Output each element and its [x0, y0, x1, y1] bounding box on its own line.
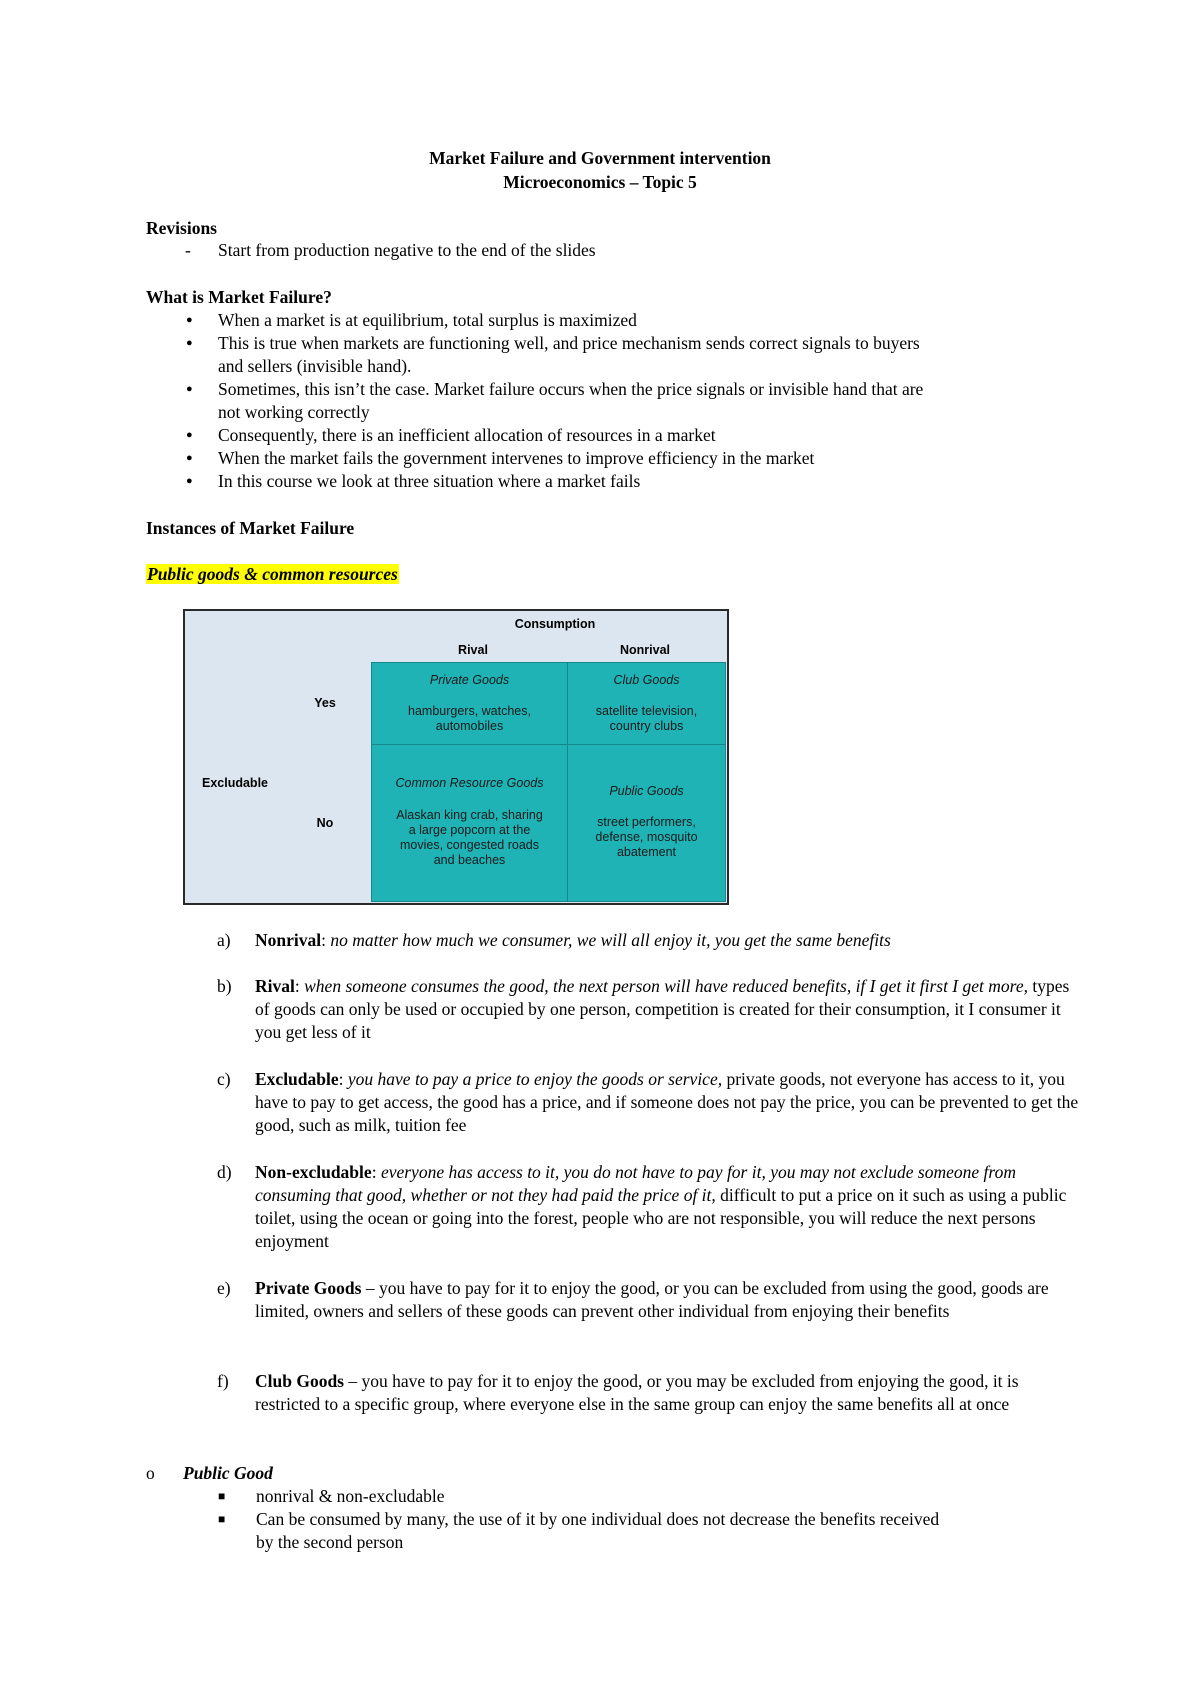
cell-title: Club Goods: [613, 673, 680, 687]
definition-term: Nonrival: [255, 930, 322, 950]
list-label: d): [217, 1162, 232, 1182]
cell-example: satellite television,: [595, 704, 698, 718]
list-label: b): [217, 976, 232, 996]
definition-rest: difficult to put a price on it such as using a public toilet, using the ocean or going into the forest, people who are not responsible, you will reduce the next persons enjoyment: [255, 1185, 1067, 1251]
cell-example: movies, congested roads: [400, 838, 539, 852]
definition-private-goods: [217, 1277, 1087, 1323]
definition-rest: private goods, not everyone has access to it, you have to pay to get access, the good has a price, and if someone does not pay the price, you can be prevented to get the good, such as milk, tuition fee: [255, 1069, 1079, 1135]
cell-common-resource-goods: [371, 744, 568, 902]
public-good-item: nonrival & non-excludable: [256, 1486, 445, 1506]
cell-example: street performers,: [597, 815, 696, 829]
definition-italic: everyone has access to it, you do not have to pay for it, you may not exclude someone from consuming that good, whether or not they had paid the price of it,: [255, 1162, 1016, 1205]
cell-example: country clubs: [609, 719, 684, 733]
square-bullet-icon: ■: [218, 1512, 226, 1526]
definition-rival: [217, 975, 1087, 1044]
bullet-text: When the market fails the government intervenes to improve efficiency in the market: [218, 448, 815, 468]
bullet-text-cont: and sellers (invisible hand).: [218, 356, 412, 376]
table-no-label: No: [316, 816, 334, 830]
public-good-heading: Public Good: [183, 1463, 273, 1483]
list-label: f): [217, 1371, 229, 1391]
bullet-text: Sometimes, this isn’t the case. Market failure occurs when the price signals or invisible hand that are: [218, 379, 924, 399]
goods-classification-table: [183, 609, 729, 905]
definition-sep: :: [321, 930, 326, 950]
cell-example: defense, mosquito: [595, 830, 698, 844]
list-label: a): [217, 930, 231, 950]
bullet-text-cont: not working correctly: [218, 402, 370, 422]
definition-sep: :: [294, 976, 305, 996]
bullet-icon: ●: [186, 314, 193, 326]
cell-club-goods: [567, 662, 726, 745]
definition-sep: –: [361, 1278, 375, 1298]
instances-heading: Instances of Market Failure: [146, 518, 355, 538]
cell-title: Private Goods: [429, 673, 510, 687]
doc-title: Market Failure and Government intervention: [429, 148, 771, 168]
definition-non-excludable: [217, 1161, 1087, 1253]
instances-subheading: Public goods & common resources: [147, 564, 398, 584]
revisions-item: Start from production negative to the end of the slides: [218, 240, 596, 260]
definition-sep: :: [338, 1069, 344, 1089]
bullet-icon: ●: [186, 337, 193, 349]
list-label: c): [217, 1069, 231, 1089]
definition-club-goods: [217, 1370, 1087, 1416]
definition-term: Club Goods: [255, 1371, 344, 1391]
public-good-item-cont: by the second person: [256, 1532, 404, 1552]
cell-example: Alaskan king crab, sharing: [396, 808, 543, 822]
table-excludable-label: Excludable: [202, 776, 268, 790]
table-yes-label: Yes: [314, 696, 336, 710]
definition-italic: no matter how much we consumer, we will all enjoy it, you get the same benefits: [326, 930, 891, 950]
cell-title: Common Resource Goods: [395, 776, 544, 790]
table-consumption-header: Consumption: [514, 617, 596, 631]
table-nonrival-header: Nonrival: [619, 643, 670, 657]
doc-subtitle: Microeconomics – Topic 5: [503, 172, 697, 192]
revisions-heading: Revisions: [146, 218, 217, 238]
cell-example: abatement: [616, 845, 677, 859]
cell-example: and beaches: [433, 853, 506, 867]
definition-rest: you have to pay for it to enjoy the good, or you can be excluded from using the good, goods are limited, owners and sellers of these goods can prevent other individual from enjoying their benefits: [255, 1278, 1049, 1321]
what-is-heading: What is Market Failure?: [146, 287, 332, 307]
bullet-text: When a market is at equilibrium, total surplus is maximized: [218, 310, 637, 330]
bullet-icon: ●: [186, 429, 193, 441]
cell-title: Public Goods: [609, 784, 684, 798]
definition-excludable: [217, 1068, 1087, 1137]
cell-private-goods: [371, 662, 568, 745]
definition-term: Private Goods: [255, 1278, 362, 1298]
list-label: e): [217, 1278, 231, 1298]
definition-term: Rival: [255, 976, 295, 996]
bullet-text: Consequently, there is an inefficient allocation of resources in a market: [218, 425, 716, 445]
cell-example: a large popcorn at the: [408, 823, 531, 837]
dash-marker: -: [185, 240, 191, 260]
circle-marker: o: [146, 1463, 155, 1483]
table-rival-header: Rival: [458, 643, 488, 657]
instances-subheading-wrap: [146, 564, 399, 585]
bullet-text: This is true when markets are functioning well, and price mechanism sends correct signals to buyers: [218, 333, 920, 353]
definition-sep: :: [371, 1162, 377, 1182]
cell-public-goods: [567, 744, 726, 902]
bullet-icon: ●: [186, 475, 193, 487]
definition-rest: types of goods can only be used or occupied by one person, competition is created for their consumption, it I consumer it you get less of it: [255, 976, 1070, 1042]
definition-sep: –: [344, 1371, 358, 1391]
definition-italic: when someone consumes the good, the next person will have reduced benefits, if I get it first I get more,: [304, 976, 1028, 996]
definition-term: Excludable: [255, 1069, 339, 1089]
public-good-item: Can be consumed by many, the use of it by one individual does not decrease the benefits received: [256, 1509, 940, 1529]
definition-rest: you have to pay for it to enjoy the good, or you may be excluded from enjoying the good, it is restricted to a specific group, where everyone else in the same group can enjoy the same benefits all at once: [255, 1371, 1019, 1414]
bullet-icon: ●: [186, 383, 193, 395]
definition-italic: you have to pay a price to enjoy the goods or service,: [343, 1069, 723, 1089]
cell-example: hamburgers, watches,: [408, 704, 531, 718]
bullet-text: In this course we look at three situation where a market fails: [218, 471, 641, 491]
cell-example: automobiles: [435, 719, 504, 733]
bullet-icon: ●: [186, 452, 193, 464]
square-bullet-icon: ■: [218, 1489, 226, 1503]
definition-nonrival: [217, 929, 1087, 952]
definition-term: Non-excludable: [255, 1162, 372, 1182]
